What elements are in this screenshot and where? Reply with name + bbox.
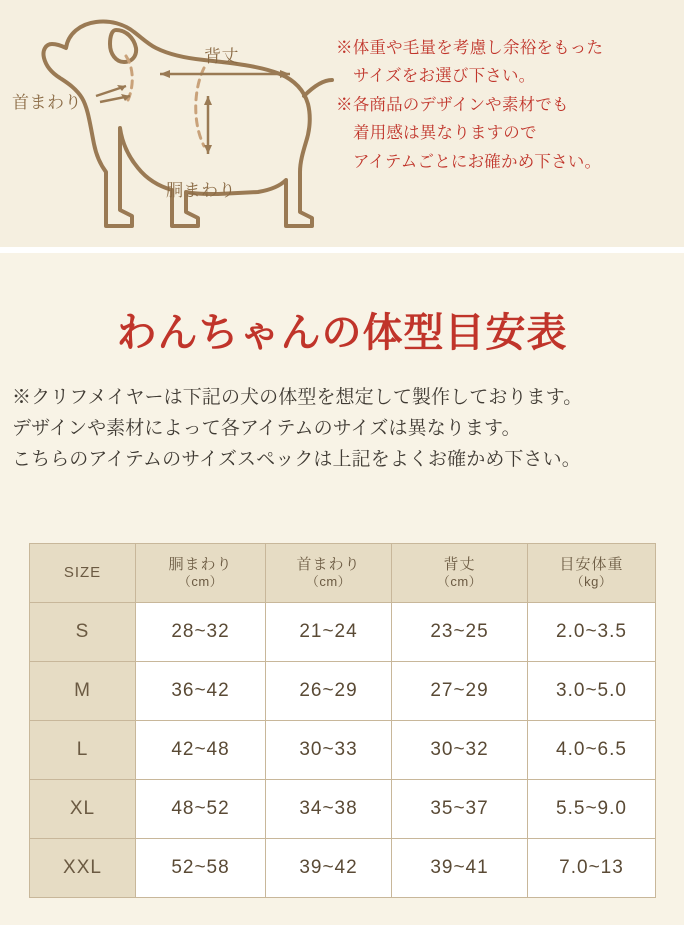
column-header-back-unit: （cm） (436, 574, 483, 590)
column-header-weight (528, 544, 656, 603)
column-header-neck-unit: （cm） (305, 574, 352, 590)
measurement-diagram-panel (0, 0, 684, 247)
column-header-size-label: SIZE (63, 564, 102, 582)
cell-weight: 2.0~3.5 (528, 603, 656, 662)
dog-silhouette-diagram (8, 4, 338, 244)
cell-neck: 30~33 (266, 721, 392, 780)
cell-neck: 21~24 (266, 603, 392, 662)
column-header-chest-label: 胴まわり (168, 555, 233, 573)
cell-back: 23~25 (392, 603, 528, 662)
page-title: わんちゃんの体型目安表 (116, 311, 568, 355)
table-header-row (30, 544, 656, 603)
table-row (30, 780, 656, 839)
size-chart-panel (0, 253, 684, 925)
column-header-neck-label: 首まわり (296, 555, 361, 573)
intro-line-3: こちらのアイテムのサイズスペックは上記をよくお確かめ下さい。 (12, 448, 581, 470)
note-line-1: ※体重や毛量を考慮し余裕をもった (336, 39, 604, 57)
cell-size: L (30, 721, 136, 780)
cell-back: 27~29 (392, 662, 528, 721)
table-row (30, 721, 656, 780)
cell-size: XXL (30, 839, 136, 898)
cell-weight: 5.5~9.0 (528, 780, 656, 839)
cell-weight: 4.0~6.5 (528, 721, 656, 780)
cell-chest: 48~52 (136, 780, 266, 839)
cell-size: XL (30, 780, 136, 839)
cell-back: 30~32 (392, 721, 528, 780)
label-back-length: 背丈 (204, 47, 239, 66)
cell-neck: 39~42 (266, 839, 392, 898)
note-line-2: サイズをお選び下さい。 (353, 67, 536, 86)
dog-outline-icon (8, 4, 338, 244)
intro-text (12, 383, 676, 475)
cell-size: M (30, 662, 136, 721)
size-chart-table (29, 543, 656, 898)
cell-chest: 36~42 (136, 662, 266, 721)
label-neck-girth: 首まわり (12, 93, 82, 112)
cell-back: 35~37 (392, 780, 528, 839)
table-row (30, 839, 656, 898)
column-header-chest (136, 544, 266, 603)
cell-weight: 7.0~13 (528, 839, 656, 898)
column-header-back (392, 544, 528, 603)
intro-line-1: ※クリフメイヤーは下記の犬の体型を想定して製作しております。 (12, 387, 583, 408)
column-header-chest-unit: （cm） (177, 574, 224, 590)
note-line-3: ※各商品のデザインや素材でも (336, 95, 569, 114)
sizing-notes (336, 34, 680, 176)
cell-chest: 42~48 (136, 721, 266, 780)
column-header-neck (266, 544, 392, 603)
note-line-4: 着用感は異なりますので (353, 124, 537, 143)
cell-size: S (30, 603, 136, 662)
note-line-5: アイテムごとにお確かめ下さい。 (353, 152, 602, 171)
column-header-back-label: 背丈 (443, 555, 476, 573)
cell-chest: 52~58 (136, 839, 266, 898)
label-chest-girth: 胴まわり (166, 181, 236, 200)
cell-neck: 34~38 (266, 780, 392, 839)
cell-chest: 28~32 (136, 603, 266, 662)
table-row (30, 662, 656, 721)
cell-back: 39~41 (392, 839, 528, 898)
column-header-size (30, 544, 136, 603)
cell-neck: 26~29 (266, 662, 392, 721)
intro-line-2: デザインや素材によって各アイテムのサイズは異なります。 (12, 417, 521, 439)
column-header-weight-label: 目安体重 (559, 555, 624, 573)
table-row (30, 603, 656, 662)
cell-weight: 3.0~5.0 (528, 662, 656, 721)
column-header-weight-unit: （kg） (570, 574, 613, 590)
